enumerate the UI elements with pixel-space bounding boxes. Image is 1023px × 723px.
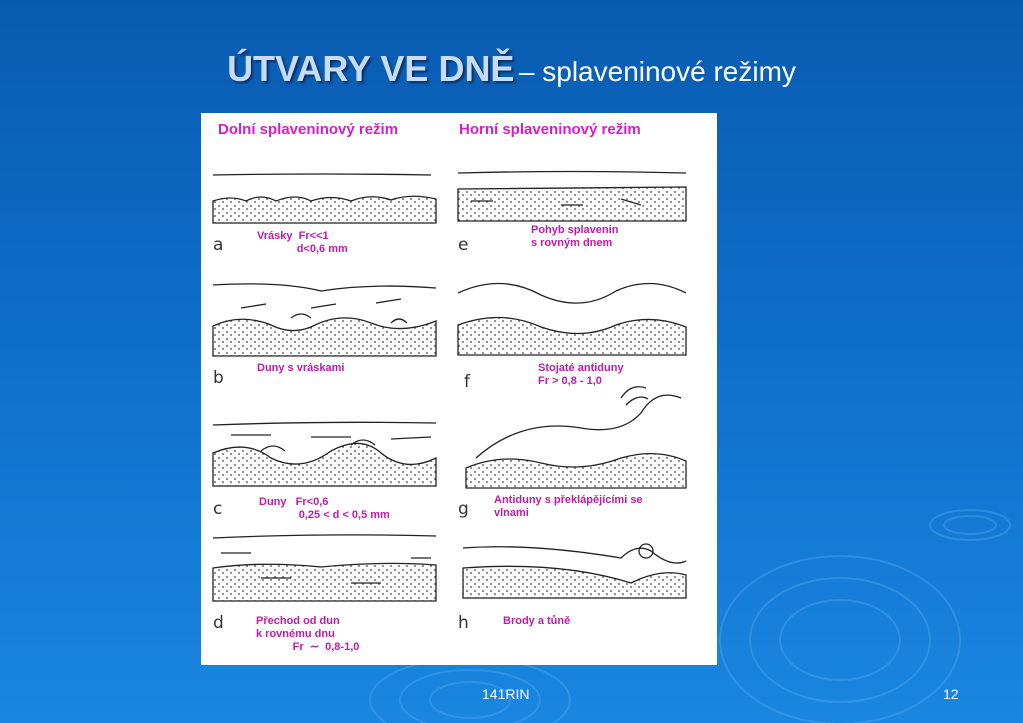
sketch-g [466,387,686,488]
right-column-header: Horní splaveninový režim [459,121,641,138]
label-c: c [213,499,223,519]
caption-h: Brody a tůně [503,615,571,627]
bedform-figure [201,113,717,665]
caption-g: Antiduny s překlápějícími se vlnami [494,494,643,519]
label-e: e [458,235,469,255]
footer-course-code: 141RIN [482,686,530,702]
sketch-d [213,535,436,601]
sketch-e [458,172,686,222]
slide-title [0,48,1023,90]
caption-d: Přechod od dun k rovnému dnu Fr ∼ 0,8-1,0 [256,615,360,653]
label-b: b [213,368,224,388]
footer-page-number: 12 [943,686,959,702]
label-f: f [464,372,470,392]
sketch-f [458,283,686,355]
sketch-a [213,174,436,223]
sketch-b [213,284,436,356]
title-main: ÚTVARY VE DNĚ [227,48,515,89]
label-g: g [458,499,469,519]
sketch-h [463,544,686,598]
bedform-sketches [201,113,717,665]
label-a: a [213,235,224,255]
caption-a: Vrásky Fr<<1 d<0,6 mm [257,230,348,255]
label-h: h [458,613,469,633]
title-sub: – splaveninové režimy [518,56,796,87]
sketch-c [213,422,436,486]
caption-c: Duny Fr<0,6 0,25 < d < 0,5 mm [259,496,390,521]
caption-b: Duny s vráskami [257,362,345,374]
label-d: d [213,613,224,633]
left-column-header: Dolní splaveninový režim [218,121,399,138]
caption-e: Pohyb splavenin s rovným dnem [531,224,619,249]
caption-f: Stojaté antiduny Fr > 0,8 - 1,0 [538,362,624,387]
